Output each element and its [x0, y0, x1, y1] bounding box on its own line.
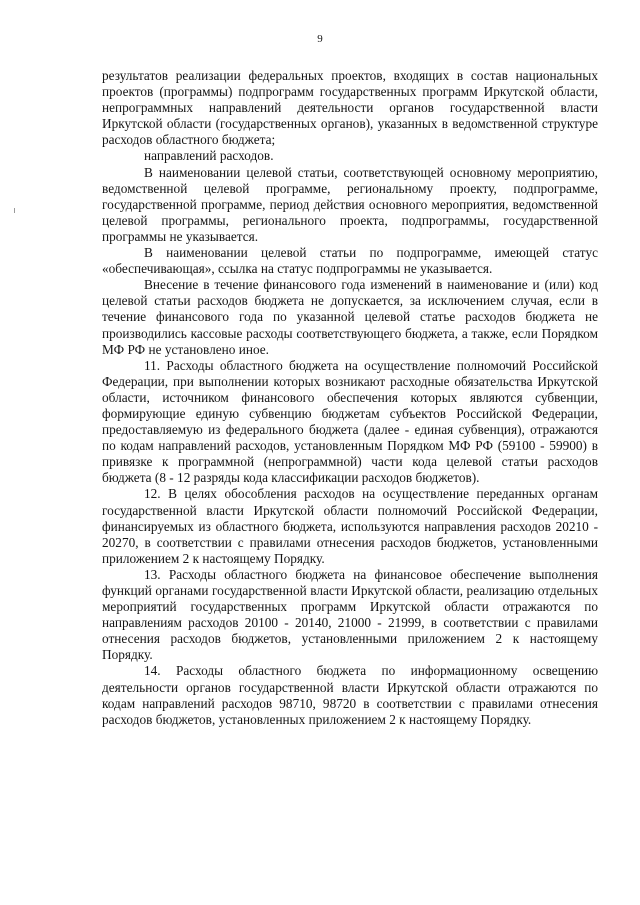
paragraph-item-14: 14. Расходы областного бюджета по информационному освещению деятельности органов государственной власти Иркутской области отражаются по кодам направлений расходов 98710, 98720 в соответствии с правилами отнесения расходов бюджетов, установленных приложением 2 к настоящему Порядку. [102, 663, 598, 727]
paragraph-directions: направлений расходов. [144, 148, 274, 164]
document-body [102, 68, 598, 728]
paragraph-item-13: 13. Расходы областного бюджета на финансовое обеспечение выполнения функций органами государственной власти Иркутской области, реализацию отдельных мероприятий государственных программ Иркутской области отражаются по направлениям расходов 20100 - 20140, 21000 - 21999, в соответствии с правилами отнесения расходов бюджетов, установленными приложением 2 к настоящему Порядку. [102, 566, 598, 663]
paragraph-item-12: 12. В целях обособления расходов на осуществление переданных органам государственной власти Иркутской области полномочий Российской Федерации, финансируемых из областного бюджета, используются направления расходов 20210 - 20270, в соответствии с правилами отнесения расходов бюджетов, установленными приложением 2 к настоящему Порядку. [102, 486, 598, 566]
paragraph-continuation: результатов реализации федеральных проектов, входящих в состав национальных проектов (программы) подпрограмм государственных программ Иркутской области, непрограммных направлений деятельности органов государственной власти Иркутской области (государственных органов), указанных в ведомственной структуре расходов областного бюджета; [102, 68, 598, 148]
paragraph-target-item-name: В наименовании целевой статьи, соответствующей основному мероприятию, ведомственной целевой программе, региональному проекту, подпрограмме, государственной программе, период действия основного мероприятия, ведомственной целевой программы, регионального проекта, подпрограммы, государственной программы не указывается. [102, 164, 598, 244]
paragraph-changes: Внесение в течение финансового года изменений в наименование и (или) код целевой статьи расходов бюджета не допускается, за исключением случая, если в течение финансового года по указанной целевой статье расходов бюджета не производились кассовые расходы соответствующего бюджета, а также, если Порядком МФ РФ не установлено иное. [102, 277, 598, 357]
page-number: 9 [317, 33, 323, 45]
paragraph-supporting-subprogram: В наименовании целевой статьи по подпрограмме, имеющей статус «обеспечивающая», ссылка на статус подпрограммы не указывается. [102, 245, 598, 277]
paragraph-item-11: 11. Расходы областного бюджета на осуществление полномочий Российской Федерации, при выполнении которых возникают расходные обязательства Иркутской области, источником финансового обеспечения которых являются субвенции, формирующие единую субвенцию бюджетам субъектов Российской Федерации, предоставляемую из федерального бюджета (далее - единая субвенция), отражаются по кодам направлений расходов, установленным Порядком МФ РФ (59100 - 59900) в привязке к программной (непрограммной) части кода целевой статьи расходов бюджета (8 - 12 разряды кода классификации расходов бюджетов). [102, 357, 598, 486]
margin-mark [14, 208, 15, 213]
